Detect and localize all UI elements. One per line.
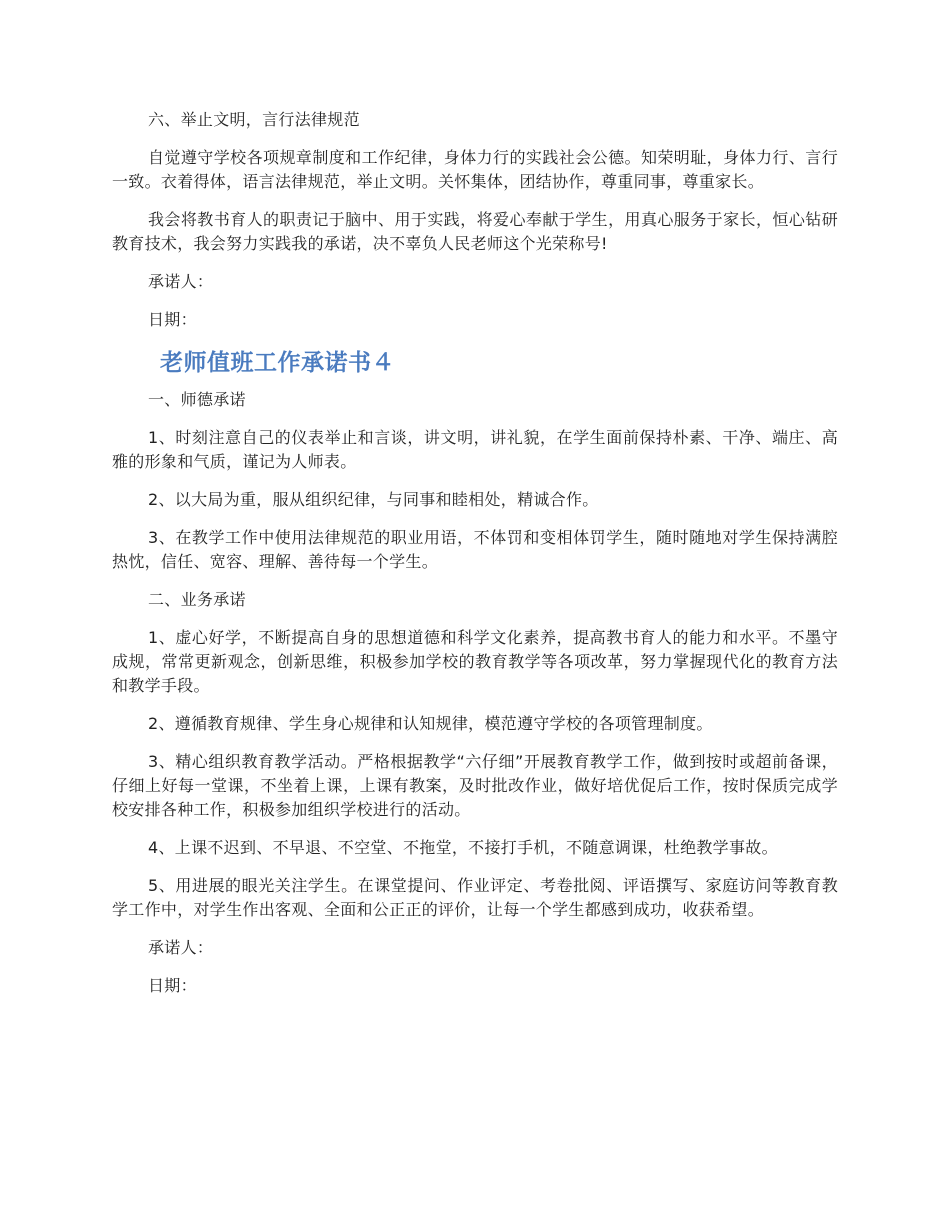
- section-4-signer: 承诺人：: [148, 938, 214, 957]
- prev-section-paragraph: 自觉遵守学校各项规章制度和工作纪律，身体力行的实践社会公德。知荣明耻，身体力行、言行一致。衣着得体，语言法律规范，举止文明。关怀集体，团结协作，尊重同事，尊重家长。: [112, 148, 838, 191]
- ethics-heading: 一、师德承诺: [148, 390, 246, 409]
- business-item-2: 2、遵循教育规律、学生身心规律和认知规律，模范遵守学校的各项管理制度。: [148, 714, 713, 733]
- prev-section-item-6-heading: 六、举止文明，言行法律规范: [148, 110, 360, 129]
- ethics-item-1: 1、时刻注意自己的仪表举止和言谈，讲文明，讲礼貌，在学生面前保持朴素、干净、端庄、高雅的形象和气质，谨记为人师表。: [112, 428, 838, 471]
- prev-section-date: 日期：: [148, 310, 197, 329]
- ethics-item-2: 2、以大局为重，服从组织纪律，与同事和睦相处，精诚合作。: [148, 490, 599, 509]
- business-item-4: 4、上课不迟到、不早退、不空堂、不拖堂，不接打手机，不随意调课，杜绝教学事故。: [148, 838, 778, 857]
- prev-section-signer: 承诺人：: [148, 272, 214, 291]
- section-4-date: 日期：: [148, 976, 197, 995]
- section-4-title: 老师值班工作承诺书４: [160, 350, 395, 376]
- prev-section-closing-paragraph: 我会将教书育人的职责记于脑中、用于实践，将爱心奉献于学生，用真心服务于家长，恒心钻研教育技术，我会努力实践我的承诺，决不辜负人民老师这个光荣称号!: [112, 210, 838, 253]
- business-item-5: 5、用进展的眼光关注学生。在课堂提问、作业评定、考卷批阅、评语撰写、家庭访问等教育教学工作中，对学生作出客观、全面和公正正的评价，让每一个学生都感到成功，收获希望。: [112, 876, 838, 919]
- ethics-item-3: 3、在教学工作中使用法律规范的职业用语，不体罚和变相体罚学生，随时随地对学生保持满腔热忱，信任、宽容、理解、善待每一个学生。: [112, 528, 838, 571]
- business-item-3: 3、精心组织教育教学活动。严格根据教学“六仔细”开展教育教学工作，做到按时或超前备课，仔细上好每一堂课，不坐着上课，上课有教案，及时批改作业，做好培优促后工作，按时保质完成学校安排各种工作，积极参加组织学校进行的活动。: [112, 752, 838, 819]
- business-item-1: 1、虚心好学，不断提高自身的思想道德和科学文化素养，提高教书育人的能力和水平。不墨守成规，常常更新观念，创新思维，积极参加学校的教育教学等各项改革，努力掌握现代化的教育方法和教学手段。: [112, 628, 838, 695]
- business-heading: 二、业务承诺: [148, 590, 246, 609]
